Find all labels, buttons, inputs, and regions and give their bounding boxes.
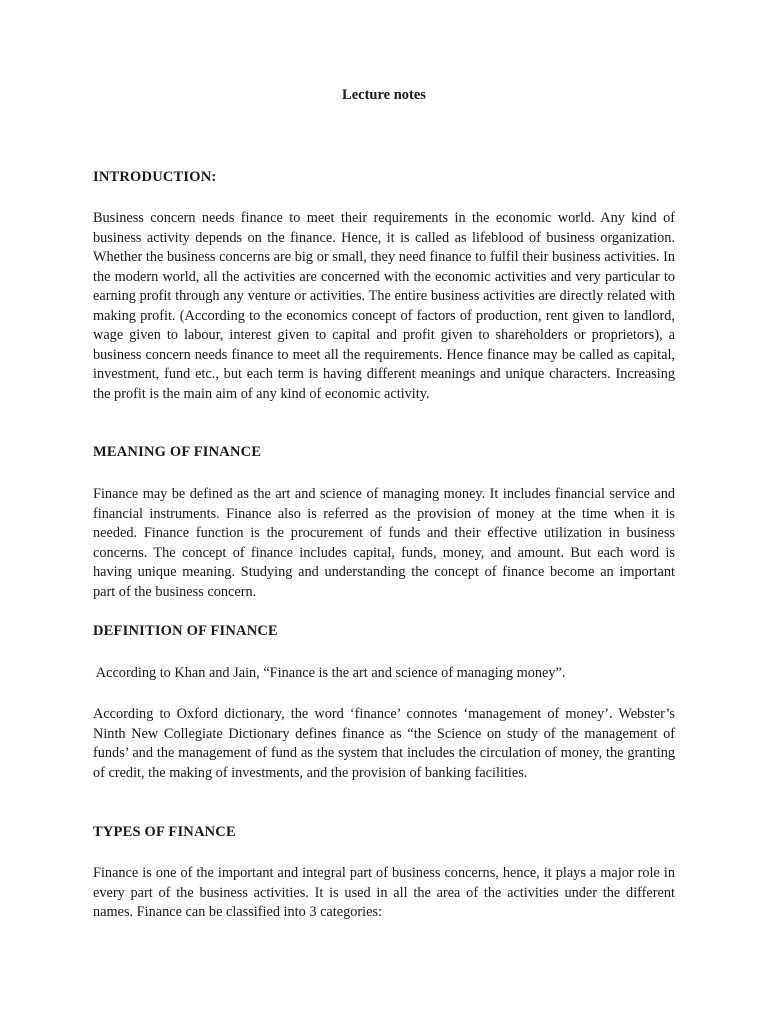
section-heading-definition: DEFINITION OF FINANCE xyxy=(93,623,278,639)
page-title: Lecture notes xyxy=(342,87,426,103)
introduction-paragraph: Business concern needs finance to meet their requirements in the economic world. Any kind of business activity depends on the finance. Hence, it is called as lifeblood of business organization. Whether the business concerns are big or small, they need finance to fulfil their business activities. In the modern world, all the activities are concerned with the economic activities and very particular to earning profit through any venture or activities. The entire business activities are directly related with making profit. (According to the economics concept of factors of production, rent given to landlord, wage given to labour, interest given to capital and profit given to shareholders or proprietors), a business concern needs finance to meet all the requirements. Hence finance may be called as capital, investment, fund etc., but each term is having different meanings and unique characters. Increasing the profit is the main aim of any kind of economic activity. xyxy=(93,210,675,402)
types-paragraph: Finance is one of the important and integral part of business concerns, hence, it plays a major role in every part of the business activities. It is used in all the area of the activities under the different names. Finance can be classified into 3 categories: xyxy=(93,865,675,920)
definition-oxford-paragraph: According to Oxford dictionary, the word ‘finance’ connotes ‘management of money’. Webster’s Ninth New Collegiate Dictionary defines finance as “the Science on study of the management of funds’ and the management of fund as the system that includes the circulation of money, the granting of credit, the making of investments, and the provision of banking facilities. xyxy=(93,706,675,781)
section-heading-introduction: INTRODUCTION: xyxy=(93,169,217,185)
section-heading-types: TYPES OF FINANCE xyxy=(93,824,236,840)
section-heading-meaning: MEANING OF FINANCE xyxy=(93,444,262,460)
meaning-paragraph: Finance may be defined as the art and science of managing money. It includes financial service and financial instruments. Finance also is referred as the provision of money at the time when it is needed. Finance function is the procurement of funds and their effective utilization in business concerns. The concept of finance includes capital, funds, money, and amount. But each word is having unique meaning. Studying and understanding the concept of finance become an important part of the business concern. xyxy=(93,486,675,600)
definition-quote-paragraph: According to Khan and Jain, “Finance is the art and science of managing money”. xyxy=(93,665,566,681)
